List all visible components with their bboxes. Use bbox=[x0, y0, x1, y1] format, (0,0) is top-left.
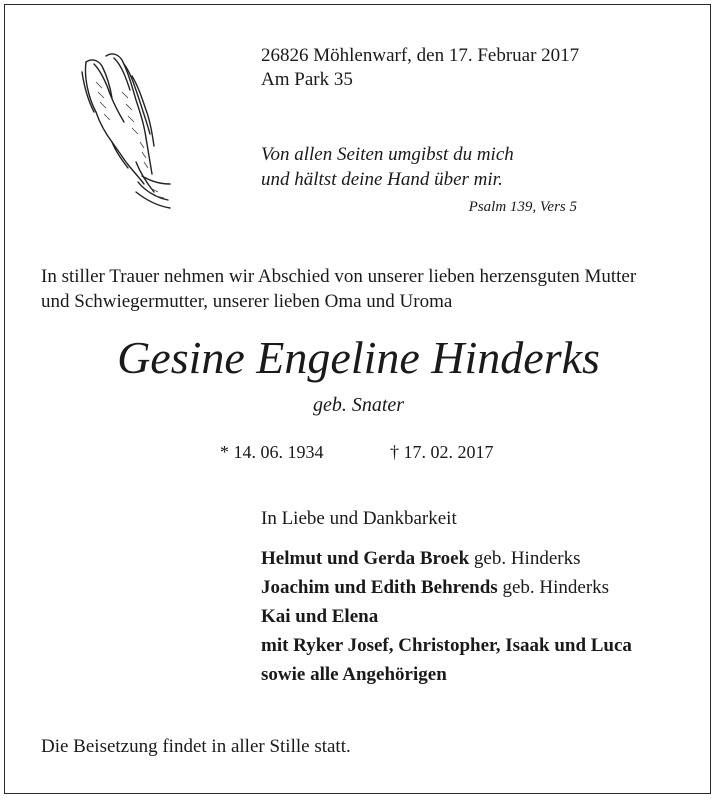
verse-source: Psalm 139, Vers 5 bbox=[468, 199, 577, 215]
mourner-name: Joachim und Edith Behrends bbox=[261, 577, 498, 598]
intro-text bbox=[41, 264, 681, 314]
praying-hands-icon bbox=[66, 42, 172, 212]
mourner-note: geb. Hinderks bbox=[469, 548, 581, 569]
place-date: 26826 Möhlenwarf, den 17. Februar 2017 bbox=[261, 45, 580, 66]
mourner-line bbox=[261, 544, 632, 573]
bible-verse bbox=[261, 142, 514, 192]
verse-line-2: und hältst deine Hand über mir. bbox=[261, 169, 503, 190]
mourner-line bbox=[261, 660, 632, 689]
footer-note: Die Beisetzung findet in aller Stille statt. bbox=[41, 736, 351, 757]
mourner-line bbox=[261, 573, 632, 602]
verse-line-1: Von allen Seiten umgibst du mich bbox=[261, 144, 514, 165]
mourner-name: mit Ryker Josef, Christopher, Isaak und Luca bbox=[261, 635, 632, 656]
mourner-name: Helmut und Gerda Broek bbox=[261, 548, 470, 569]
mourner-name: sowie alle Angehörigen bbox=[261, 664, 447, 685]
mourner-note: geb. Hinderks bbox=[497, 577, 610, 598]
address: Am Park 35 bbox=[261, 69, 353, 90]
mourner-name: Kai und Elena bbox=[261, 606, 379, 627]
intro-line-2: und Schwiegermutter, unserer lieben Oma und Uroma bbox=[41, 291, 453, 312]
mourner-line bbox=[261, 602, 632, 631]
birth-name: geb. Snater bbox=[312, 394, 405, 416]
birth-date: * 14. 06. 1934 bbox=[220, 442, 324, 462]
intro-line-1: In stiller Trauer nehmen wir Abschied von unserer lieben herzensguten Mutter bbox=[41, 266, 637, 287]
closing-phrase: In Liebe und Dankbarkeit bbox=[261, 508, 457, 529]
deceased-name: Gesine Engeline Hinderks bbox=[117, 332, 600, 383]
header-block bbox=[261, 44, 579, 92]
mourner-line bbox=[261, 631, 632, 660]
mourners-list bbox=[261, 544, 632, 689]
death-date: † 17. 02. 2017 bbox=[390, 442, 494, 462]
